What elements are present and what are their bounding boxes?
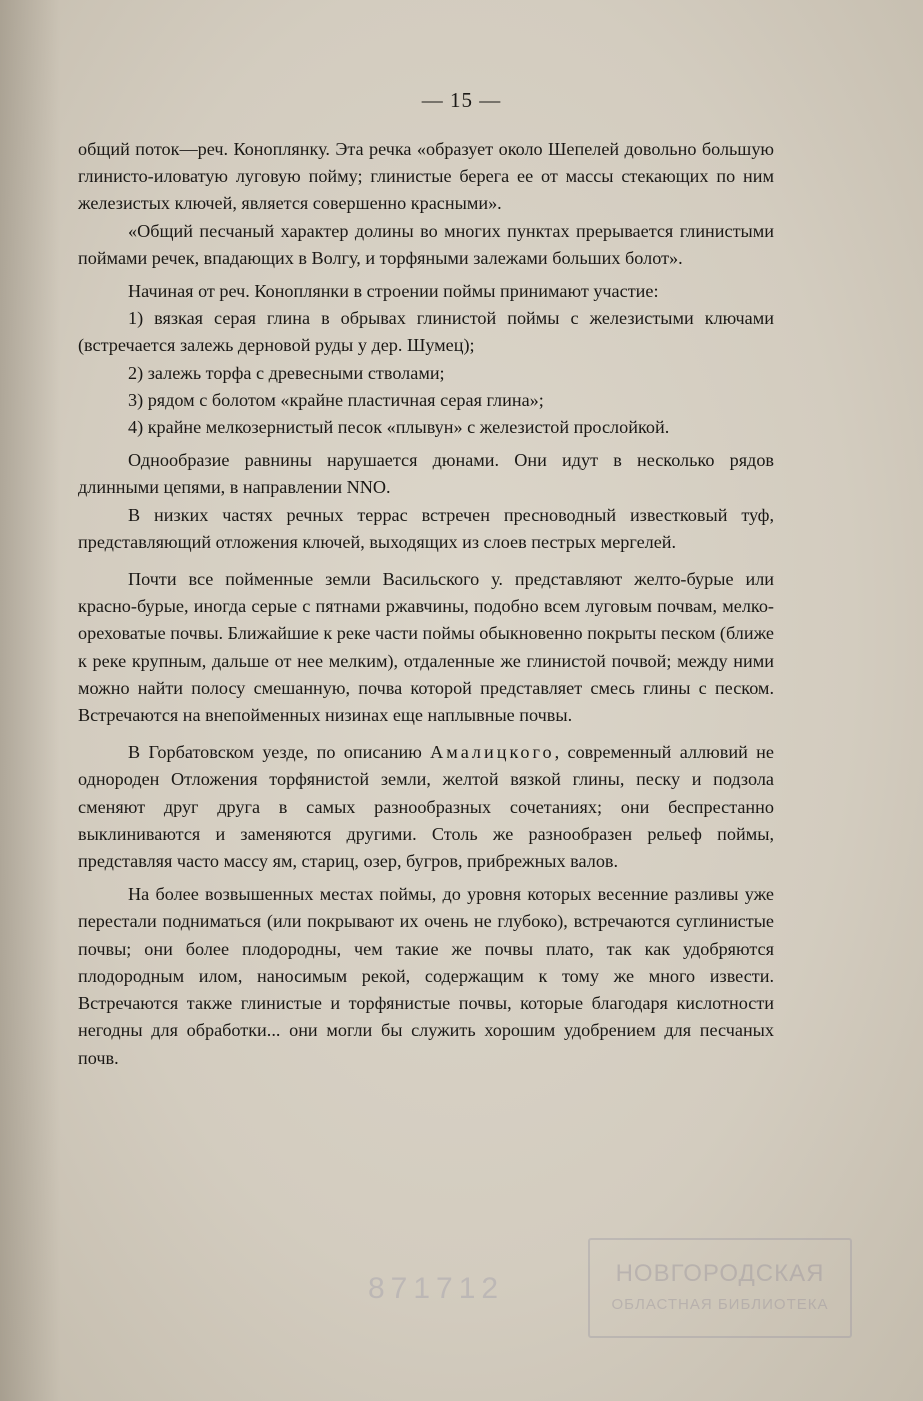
paragraph xyxy=(78,739,774,875)
page-number: — 15 — xyxy=(421,88,502,112)
list-item: 2) залежь торфа с древесными стволами; xyxy=(128,362,445,383)
list-item: 1) вязкая серая глина в обрывах глинистой поймы с железистыми ключами (встречается залежь дерновой руды у дер. Шумец); xyxy=(78,308,774,356)
paragraph: В низких частях речных террас встречен пресноводный известковый туф, представляющий отложения ключей, выходящих из слоев пестрых мергелей. xyxy=(78,504,774,552)
paragraph: Начиная от реч. Коноплянки в строении поймы принимают участие: xyxy=(128,281,659,302)
paragraph: Однообразие равнины нарушается дюнами. Они идут в несколько рядов длинными цепями, в направлении NNO. xyxy=(78,450,774,498)
paragraph: Почти все пойменные земли Васильского у. представляют желто-бурые или красно-бурые, иногда серые с пятнами ржавчины, подобно всем луговым почвам, мелко-ореховатые почвы. Ближайшие к реке части поймы обыкновенно покрыты песком (ближе к реке крупным, дальше от нее мелким), отдаленные же глинистой почвой; между ними можно найти полосу смешанную, почва которой представляет смесь глины с песком. Встречаются на внепойменных низинах еще наплывные почвы. xyxy=(78,569,774,726)
paragraph-text: , современный аллювий не однороден Отложения торфянистой земли, желтой вязкой глины, песку и подзола сменяют друг друга в самых разнообразных сочетаниях; они беспрестанно выклиниваются и заменяются другими. Столь же разнообразен рельеф поймы, представляя часто массу ям, стариц, озер, бугров, прибрежных валов. xyxy=(78,742,774,872)
inventory-number: 871712 xyxy=(368,1272,505,1305)
list-item: 4) крайне мелкозернистый песок «плывун» с железистой прослойкой. xyxy=(128,417,670,438)
stamp-line-1: НОВГОРОДСКАЯ xyxy=(615,1260,825,1287)
list-item: 3) рядом с болотом «крайне пластичная серая глина»; xyxy=(128,389,544,410)
body-text xyxy=(78,136,774,1072)
page-edge-shadow xyxy=(0,0,60,1401)
library-stamp xyxy=(588,1238,852,1338)
paragraph-text: В Горбатовском уезде, по описанию xyxy=(128,742,422,763)
author-name: Амалицкого xyxy=(430,742,555,763)
paragraph: общий поток—реч. Коноплянку. Эта речка «образует около Шепелей довольно большую глинисто-иловатую луговую пойму; глинистые берега ее от массы стекающих по ним железистых ключей, является совершенно красными». xyxy=(78,139,774,214)
stamp-line-2: ОБЛАСТНАЯ БИБЛИОТЕКА xyxy=(611,1296,829,1313)
paragraph: «Общий песчаный характер долины во многих пунктах прерывается глинистыми поймами речек, впадающих в Волгу, и торфяными залежами больших болот». xyxy=(78,220,774,268)
paragraph: На более возвышенных местах поймы, до уровня которых весенние разливы уже перестали подниматься (или покрывают их очень не глубоко), встречаются суглинистые почвы; они более плодородны, чем такие же почвы плато, так как удобряются плодородным илом, наносимым рекой, содержащим к тому же много извести. Встречаются также глинистые и торфянистые почвы, которые благодаря кислотности негодны для обработки... они могли бы служить хорошим удобрением для песчаных почв. xyxy=(78,884,774,1068)
